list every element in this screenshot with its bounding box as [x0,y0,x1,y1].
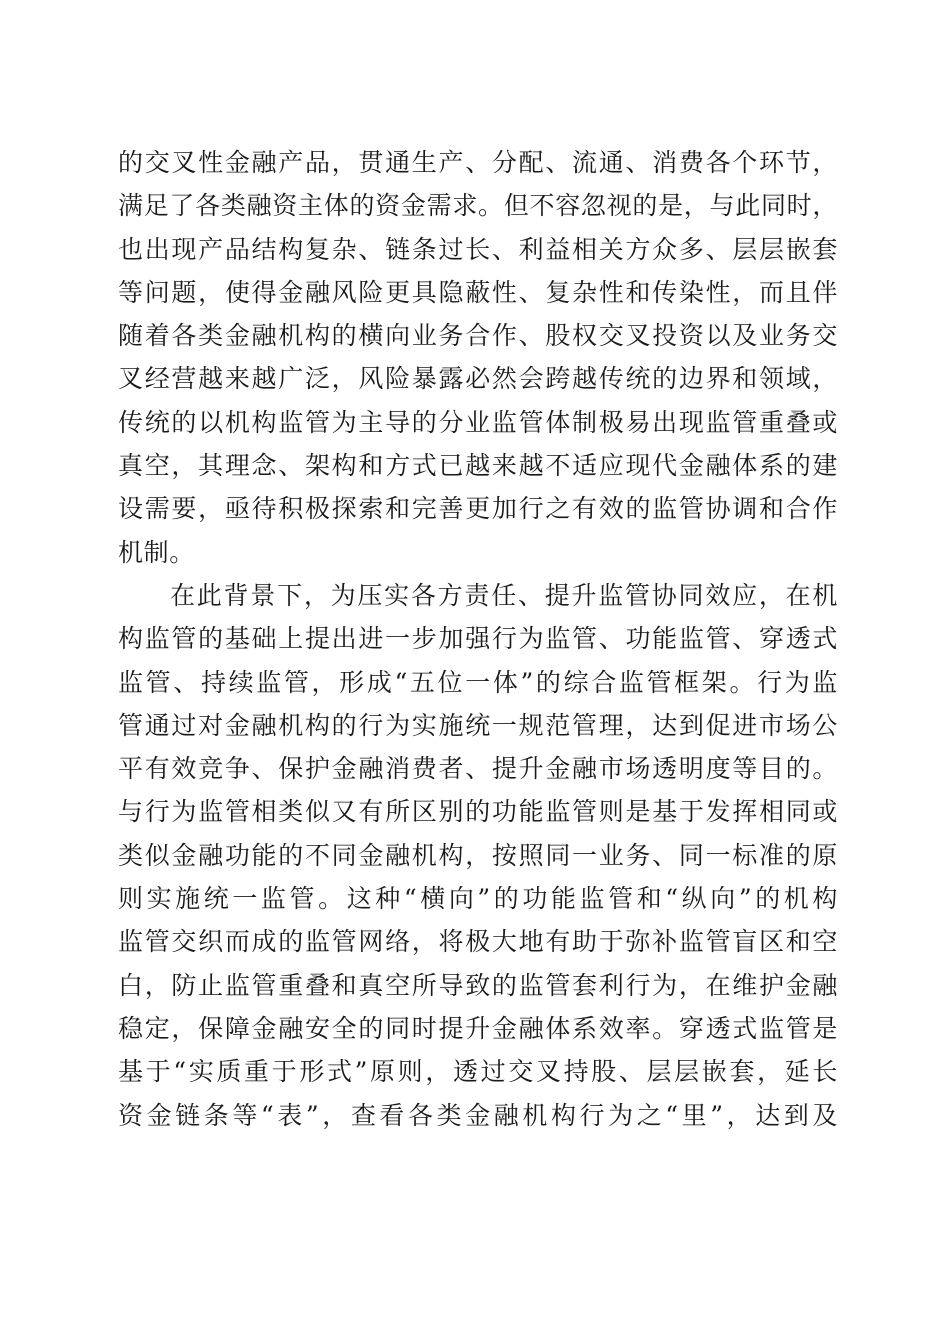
text-line: 也出现产品结构复杂、链条过长、利益相关方众多、层层嵌套 [118,234,838,264]
document-body [118,141,838,1137]
text-line: 监管、持续监管，形成“五位一体”的综合监管框架。行为监 [118,667,838,697]
text-line: 管通过对金融机构的行为实施统一规范管理，达到促进市场公 [118,710,838,740]
text-line: 白，防止监管重叠和真空所导致的监管套利行为，在维护金融 [118,970,838,1000]
text-line: 基于“实质重于形式”原则，透过交叉持股、层层嵌套，延长 [118,1057,838,1087]
text-line: 设需要，亟待积极探索和完善更加行之有效的监管协调和合作 [118,494,838,524]
text-line: 真空，其理念、架构和方式已越来越不适应现代金融体系的建 [118,451,838,481]
text-line: 传统的以机构监管为主导的分业监管体制极易出现监管重叠或 [118,407,838,437]
text-line: 随着各类金融机构的横向业务合作、股权交叉投资以及业务交 [118,321,838,351]
text-line: 与行为监管相类似又有所区别的功能监管则是基于发挥相同或 [118,797,838,827]
text-line: 平有效竞争、保护金融消费者、提升金融市场透明度等目的。 [118,754,838,784]
text-line: 类似金融功能的不同金融机构，按照同一业务、同一标准的原 [118,840,838,870]
text-line: 构监管的基础上提出进一步加强行为监管、功能监管、穿透式 [118,624,838,654]
paragraph-1 [118,141,838,574]
text-line: 满足了各类融资主体的资金需求。但不容忽视的是，与此同时， [118,191,838,221]
text-line: 等问题，使得金融风险更具隐蔽性、复杂性和传染性，而且伴 [118,277,838,307]
text-line: 在此背景下，为压实各方责任、提升监管协同效应，在机 [170,580,838,610]
paragraph-2 [118,574,838,1137]
text-line: 则实施统一监管。这种“横向”的功能监管和“纵向”的机构 [118,884,838,914]
text-line: 的交叉性金融产品，贯通生产、分配、流通、消费各个环节， [118,148,838,177]
text-line: 机制。 [118,537,195,567]
text-line: 资金链条等“表”，查看各类金融机构行为之“里”，达到及 [118,1100,838,1130]
text-line: 稳定，保障金融安全的同时提升金融体系效率。穿透式监管是 [118,1013,838,1043]
text-line: 监管交织而成的监管网络，将极大地有助于弥补监管盲区和空 [118,927,838,957]
text-line: 叉经营越来越广泛，风险暴露必然会跨越传统的边界和领域， [118,364,838,394]
